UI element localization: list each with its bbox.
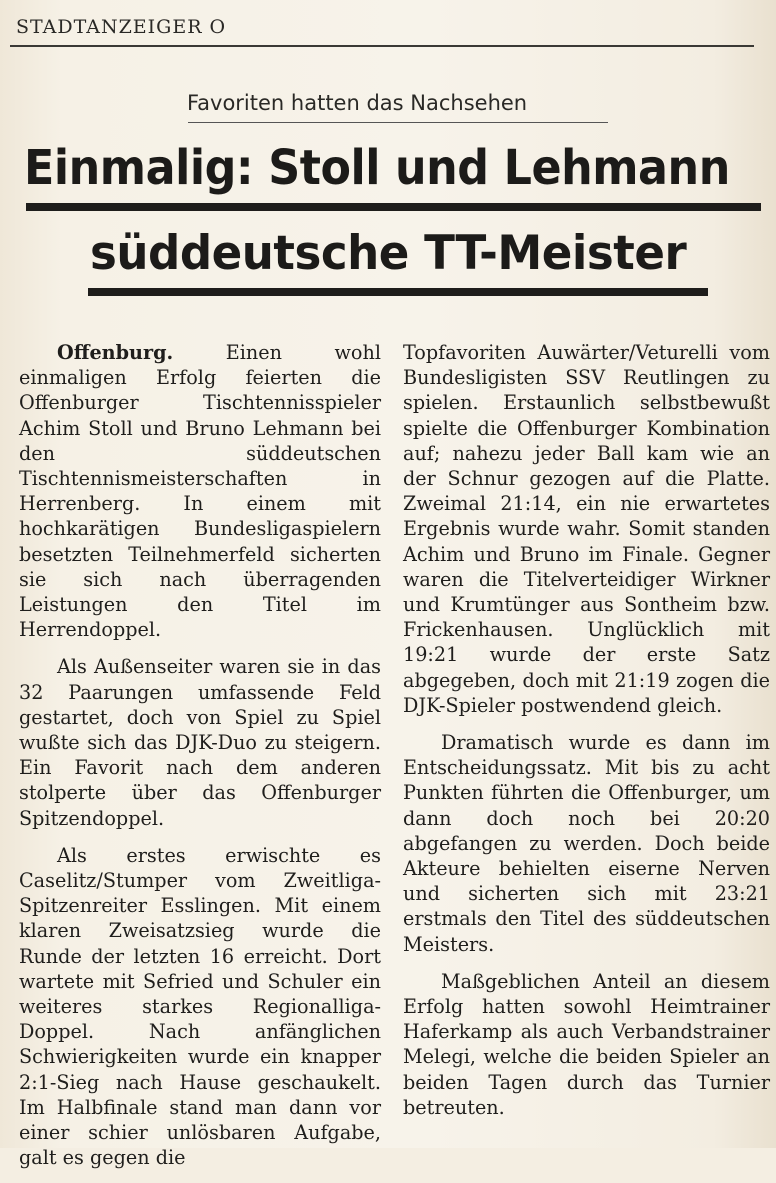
article-paragraph — [19, 340, 381, 642]
kicker-underline — [188, 122, 608, 123]
article-paragraph: Dramatisch wurde es dann im Entscheidungssatz. Mit bis zu acht Punkten führten die Offenburger, um dann doch noch bei 20:20 abgefangen zu werden. Doch beide Akteure behielten eiserne Nerven und sicherten sich mit 23:21 erstmals den Titel des süddeutschen Meisters. — [403, 731, 770, 956]
article-dateline: Offenburg. — [57, 341, 174, 364]
article-paragraph: Als Außenseiter waren sie in das 32 Paarungen umfassende Feld gestartet, doch von Spiel zu Spiel wußte sich das DJK-Duo zu steigern. Ein Favorit nach dem anderen stolperte über das Offenburger Spitzendoppel. — [19, 655, 381, 830]
article-column-right — [403, 340, 770, 1132]
article-paragraph: Als erstes erwischte es Caselitz/Stumper vom Zweitliga-Spitzenreiter Esslingen. Mit einem klaren Zweisatzsieg wurde die Runde der letzten 16 erreicht. Dort wartete mit Sefried und Schuler ein weiteres starkes Regionalliga-Doppel. Nach anfänglichen Schwierigkeiten wurde ein knapper 2:1-Sieg nach Hause geschaukelt. Im Halbfinale stand man dann vor einer schier unlösbaren Aufgabe, galt es gegen die — [19, 843, 381, 1170]
article-column-left — [19, 340, 381, 1183]
headline-line-1: Einmalig: Stoll und Lehmann — [24, 140, 730, 196]
headline-rule-2 — [88, 288, 708, 296]
newspaper-masthead: STADTANZEIGER O — [16, 16, 227, 38]
article-paragraph: Topfavoriten Auwärter/Veturelli vom Bundesligisten SSV Reutlingen zu spielen. Erstaunlich selbstbewußt spielte die Offenburger Kombination auf; nahezu jeder Ball kam wie an der Schnur gezogen auf die Platte. Zweimal 21:14, ein nie erwartetes Ergebnis wurde wahr. Somit standen Achim und Bruno im Finale. Gegner waren die Titelverteidiger Wirkner und Krumtünger aus Sontheim bzw. Frickenhausen. Unglücklich mit 19:21 wurde der erste Satz abgegeben, doch mit 21:19 zogen die DJK-Spieler postwendend gleich. — [403, 341, 770, 717]
article-kicker: Favoriten hatten das Nachsehen — [187, 91, 528, 115]
masthead-rule — [10, 45, 754, 47]
headline-line-2: süddeutsche TT-Meister — [90, 226, 687, 281]
headline-rule-1 — [26, 203, 761, 211]
paragraph-text: Einen wohl einmaligen Erfolg feierten die Offenburger Tischtennisspieler Achim Stoll und Bruno Lehmann bei den süddeutschen Tischtennismeisterschaften in Herrenberg. In einem mit hochkarätigen Bundesligaspielern besetzten Teilnehmerfeld sicherten sie sich nach überragenden Leistungen den Titel im Herrendoppel. — [19, 341, 381, 642]
article-paragraph: Maßgeblichen Anteil an diesem Erfolg hatten sowohl Heimtrainer Haferkamp als auch Verbandstrainer Melegi, welche die beiden Spieler an beiden Tagen durch das Turnier betreuten. — [403, 969, 770, 1119]
